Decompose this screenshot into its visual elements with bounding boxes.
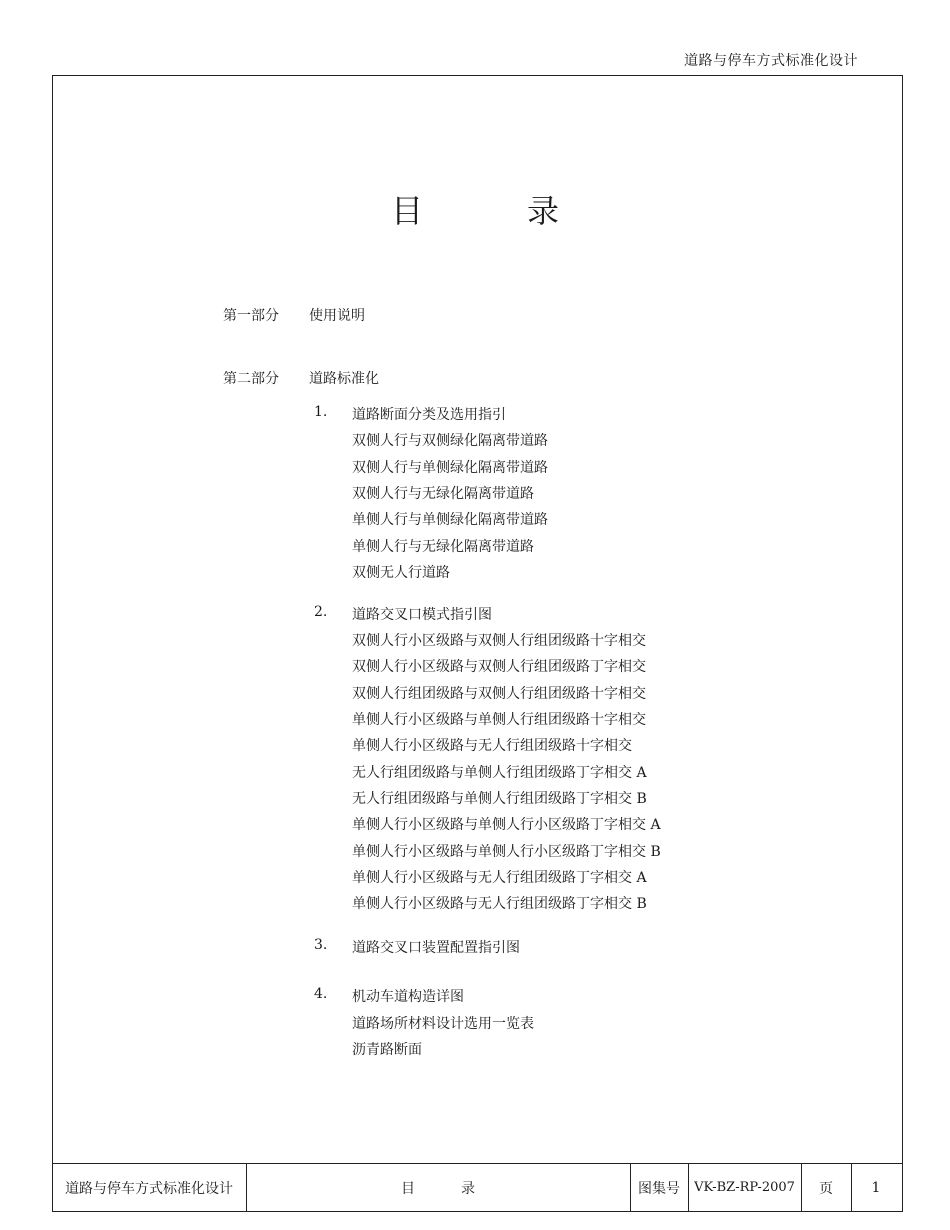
toc-entry: 道路交叉口模式指引图 <box>352 607 492 623</box>
toc-entry: 双侧无人行道路 <box>352 565 450 581</box>
toc-entry: 双侧人行与单侧绿化隔离带道路 <box>352 460 548 476</box>
section-number: 4. <box>314 986 328 1002</box>
toc-entry: 双侧人行组团级路与双侧人行组团级路十字相交 <box>352 686 646 702</box>
toc-entry: 单侧人行与单侧绿化隔离带道路 <box>352 512 548 528</box>
toc-entry: 道路交叉口装置配置指引图 <box>352 940 520 956</box>
section-number: 2. <box>314 604 328 620</box>
toc-entry: 道路场所材料设计选用一览表 <box>352 1016 534 1032</box>
toc-entry: 单侧人行小区级路与无人行组团级路丁字相交 B <box>352 896 647 912</box>
section-number: 3. <box>314 937 328 953</box>
toc-entry: 无人行组团级路与单侧人行组团级路丁字相交 B <box>352 791 647 807</box>
title-block-title <box>246 1164 630 1211</box>
toc-entry: 单侧人行小区级路与单侧人行小区级路丁字相交 A <box>352 817 661 833</box>
title-block-project: 道路与停车方式标准化设计 <box>65 1180 233 1197</box>
toc-title-right: 录 <box>527 192 560 230</box>
header-title: 道路与停车方式标准化设计 <box>684 53 858 69</box>
toc-title <box>0 186 950 232</box>
toc-entry: 双侧人行小区级路与双侧人行组团级路丁字相交 <box>352 659 646 675</box>
title-block-title-right: 录 <box>461 1180 475 1197</box>
toc-entry: 机动车道构造详图 <box>352 989 464 1005</box>
part-title: 道路标准化 <box>309 371 379 387</box>
page-label: 页 <box>819 1180 833 1197</box>
atlas-label: 图集号 <box>638 1180 680 1197</box>
toc-entry: 沥青路断面 <box>352 1042 422 1058</box>
part-label: 第一部分 <box>223 308 279 324</box>
toc-entry: 双侧人行与双侧绿化隔离带道路 <box>352 433 548 449</box>
toc-entry: 单侧人行小区级路与无人行组团级路丁字相交 A <box>352 870 647 886</box>
toc-entry: 单侧人行小区级路与单侧人行小区级路丁字相交 B <box>352 844 661 860</box>
toc-title-left: 目 <box>390 192 423 230</box>
title-block <box>52 1163 903 1212</box>
toc-entry: 双侧人行与无绿化隔离带道路 <box>352 486 534 502</box>
part-title: 使用说明 <box>309 308 365 324</box>
toc-entry: 单侧人行与无绿化隔离带道路 <box>352 539 534 555</box>
section-number: 1. <box>314 404 328 420</box>
toc-entry: 双侧人行小区级路与双侧人行组团级路十字相交 <box>352 633 646 649</box>
page-number: 1 <box>871 1179 881 1196</box>
toc-entry: 道路断面分类及选用指引 <box>352 407 506 423</box>
atlas-number: VK-BZ-RP-2007 <box>694 1180 795 1195</box>
title-block-title-left: 目 <box>401 1180 415 1197</box>
toc-entry: 单侧人行小区级路与无人行组团级路十字相交 <box>352 738 632 754</box>
toc-entry: 单侧人行小区级路与单侧人行组团级路十字相交 <box>352 712 646 728</box>
toc-entry: 无人行组团级路与单侧人行组团级路丁字相交 A <box>352 765 647 781</box>
part-label: 第二部分 <box>223 371 279 387</box>
